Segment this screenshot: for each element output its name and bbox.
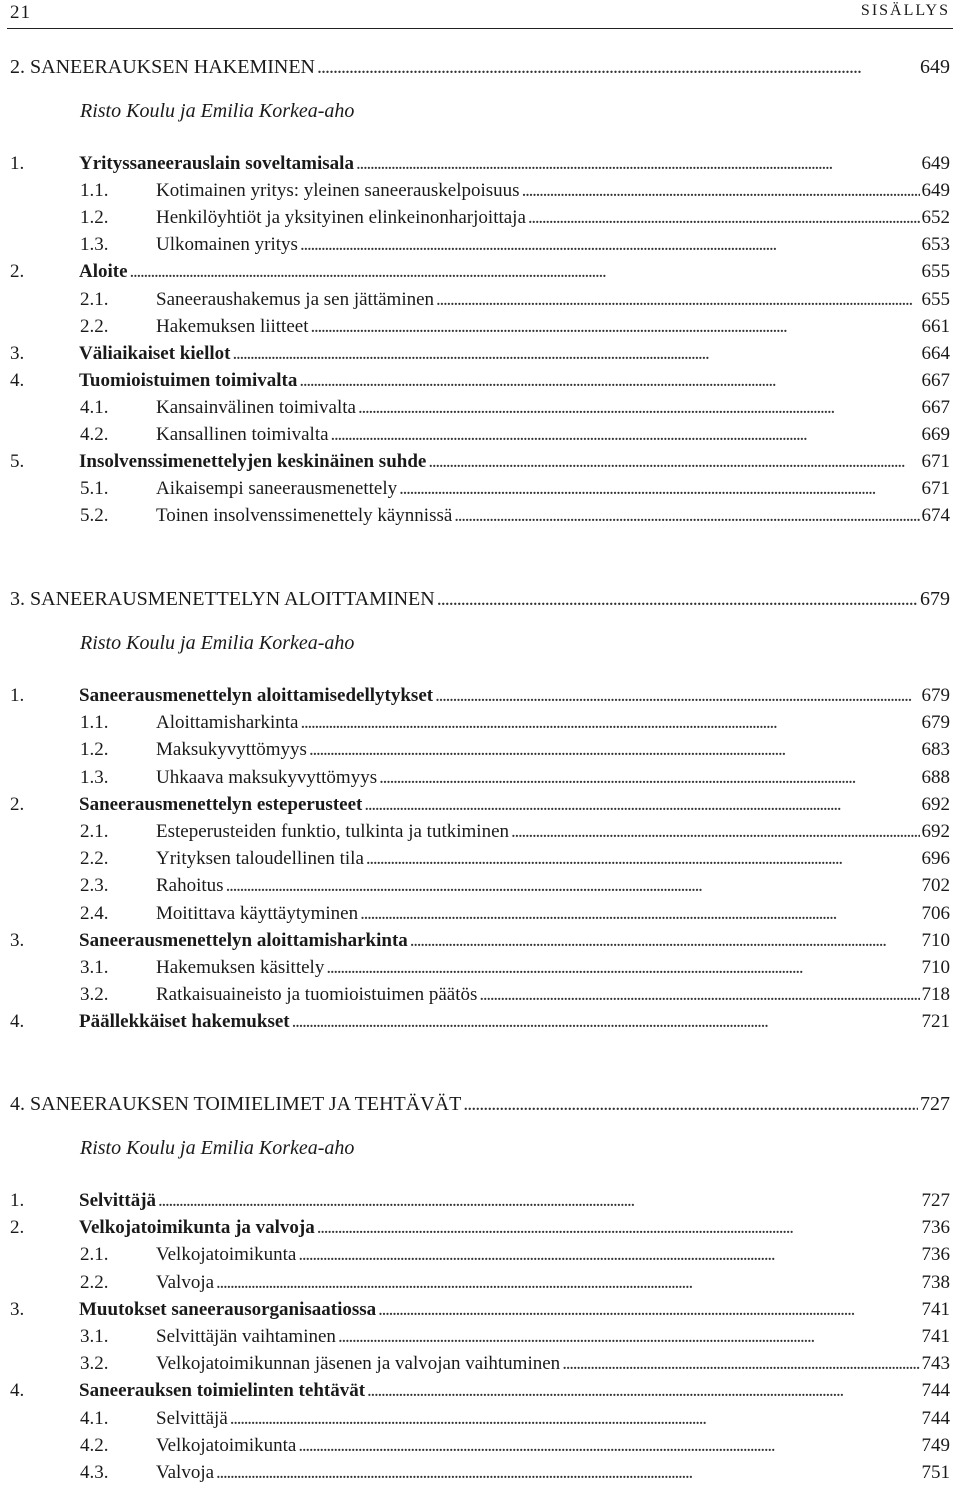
page-ref: 649: [921, 180, 950, 201]
page-ref: 741: [921, 1299, 950, 1320]
entry-title: Henkilöyhtiöt ja yksityinen elinkeinonharjoittaja: [156, 207, 526, 228]
page-ref: 652: [921, 207, 950, 228]
entry-number: 2.: [10, 1217, 25, 1238]
page-ref: 751: [921, 1462, 950, 1483]
chapter-heading[interactable]: [10, 54, 950, 80]
entry-title: Kotimainen yritys: yleinen saneerauskelpoisuus: [156, 180, 520, 201]
entry-title: Väliaikaiset kiellot: [79, 343, 231, 364]
entry-title: Yrityksen taloudellinen tila: [156, 848, 364, 869]
page-ref: 706: [921, 903, 950, 924]
page-ref: 744: [921, 1380, 950, 1401]
dot-leader: [338, 1324, 920, 1350]
entry-number: 1.2.: [80, 207, 109, 228]
section-entry[interactable]: [10, 151, 950, 177]
entry-title: Päällekkäiset hakemukset: [79, 1011, 290, 1032]
entry-number: 4.: [10, 1011, 25, 1032]
page-ref: 671: [921, 451, 950, 472]
dot-leader: [367, 1378, 919, 1404]
page-ref: 655: [921, 289, 950, 310]
entry-title: Moitittava käyttäytyminen: [156, 903, 359, 924]
dot-leader: [216, 1270, 919, 1296]
subsection-entry[interactable]: [80, 476, 950, 502]
entry-title: Muutokset saneerausorganisaatiossa: [79, 1299, 377, 1320]
section-entry[interactable]: [10, 449, 950, 475]
entry-number: 1.3.: [80, 767, 109, 788]
entry-number: 4.2.: [80, 424, 109, 445]
entry-title: Ulkomainen yritys: [156, 234, 298, 255]
page-ref: 744: [921, 1408, 950, 1429]
entry-title: Rahoitus: [156, 875, 224, 896]
page-number: 21: [10, 2, 31, 23]
entry-title: Maksukyvyttömyys: [156, 739, 307, 760]
entry-number: 4.1.: [80, 1408, 109, 1429]
dot-leader: [454, 503, 919, 529]
subsection-entry[interactable]: [80, 314, 950, 340]
dot-leader: [299, 368, 919, 394]
subsection-entry[interactable]: [80, 205, 950, 231]
page-ref: 727: [921, 1190, 950, 1211]
entry-number: 4.: [10, 370, 25, 391]
entry-number: 2.1.: [80, 1244, 109, 1265]
entry-title: Saneerausmenettelyn esteperusteet: [79, 794, 363, 815]
page-ref: 649: [921, 153, 950, 174]
page-ref: 679: [920, 588, 950, 610]
entry-number: 1.3.: [80, 234, 109, 255]
dot-leader: [317, 54, 918, 80]
page-ref: 653: [921, 234, 950, 255]
subsection-entry[interactable]: [80, 503, 950, 529]
entry-number: 4.1.: [80, 397, 109, 418]
entry-title: 3. SANEERAUSMENETTELYN ALOITTAMINEN: [10, 588, 435, 610]
page-ref: 749: [921, 1435, 950, 1456]
entry-number: 5.2.: [80, 505, 109, 526]
subsection-entry[interactable]: [80, 1242, 950, 1268]
chapter-heading[interactable]: [10, 1091, 950, 1117]
subsection-entry[interactable]: [80, 982, 950, 1008]
page-ref: 743: [921, 1353, 950, 1374]
entry-number: 2.: [10, 261, 25, 282]
page-ref: 683: [921, 739, 950, 760]
dot-leader: [366, 846, 920, 872]
entry-title: Ratkaisuaineisto ja tuomioistuimen päätös: [156, 984, 478, 1005]
entry-number: 5.1.: [80, 478, 109, 499]
dot-leader: [300, 710, 919, 736]
subsection-entry[interactable]: [80, 287, 950, 313]
entry-title: Toinen insolvenssimenettely käynnissä: [156, 505, 453, 526]
page-ref: 679: [921, 685, 950, 706]
dot-leader: [378, 1297, 919, 1323]
entry-number: 4.3.: [80, 1462, 109, 1483]
entry-number: 2.2.: [80, 316, 109, 337]
page-ref: 710: [921, 957, 950, 978]
entry-title: Saneerauksen toimielinten tehtävät: [79, 1380, 366, 1401]
entry-number: 1.2.: [80, 739, 109, 760]
dot-leader: [364, 792, 919, 818]
entry-title: 4. SANEERAUKSEN TOIMIELIMET JA TEHTÄVÄT: [10, 1093, 462, 1115]
page-ref: 671: [921, 478, 950, 499]
entry-number: 1.: [10, 1190, 25, 1211]
entry-title: Aikaisempi saneerausmenettely: [156, 478, 398, 499]
entry-title: Aloittamisharkinta: [156, 712, 299, 733]
dot-leader: [562, 1351, 919, 1377]
dot-leader: [437, 586, 918, 612]
entry-title: Velkojatoimikunta: [156, 1244, 297, 1265]
section-entry[interactable]: [10, 259, 950, 285]
page-ref: 736: [921, 1217, 950, 1238]
entry-number: 5.: [10, 451, 25, 472]
entry-number: 2.3.: [80, 875, 109, 896]
dot-leader: [360, 901, 919, 927]
dot-leader: [216, 1460, 919, 1486]
section-entry[interactable]: [10, 1009, 950, 1035]
entry-title: Selvittäjän vaihtaminen: [156, 1326, 336, 1347]
dot-leader: [298, 1242, 919, 1268]
subsection-entry[interactable]: [80, 873, 950, 899]
chapter-authors: Risto Koulu ja Emilia Korkea-aho: [80, 1137, 355, 1159]
dot-leader: [317, 1215, 920, 1241]
section-entry[interactable]: [10, 1378, 950, 1404]
dot-leader: [292, 1009, 920, 1035]
dot-leader: [511, 819, 919, 845]
entry-number: 3.: [10, 1299, 25, 1320]
dot-leader: [356, 151, 920, 177]
page-ref: 688: [921, 767, 950, 788]
entry-title: Hakemuksen käsittely: [156, 957, 325, 978]
entry-number: 2.2.: [80, 848, 109, 869]
section-entry[interactable]: [10, 683, 950, 709]
entry-number: 2.1.: [80, 289, 109, 310]
dot-leader: [130, 259, 920, 285]
entry-title: Kansainvälinen toimivalta: [156, 397, 356, 418]
dot-leader: [226, 873, 920, 899]
entry-number: 4.: [10, 1380, 25, 1401]
dot-leader: [463, 1091, 918, 1117]
page-ref: 721: [921, 1011, 950, 1032]
page-ref: 692: [921, 794, 950, 815]
section-entry[interactable]: [10, 1188, 950, 1214]
entry-title: 2. SANEERAUKSEN HAKEMINEN: [10, 56, 315, 78]
dot-leader: [232, 341, 919, 367]
subsection-entry[interactable]: [80, 819, 950, 845]
dot-leader: [331, 422, 920, 448]
subsection-entry[interactable]: [80, 1270, 950, 1296]
entry-title: Saneerausmenettelyn aloittamisedellytykset: [79, 685, 434, 706]
subsection-entry[interactable]: [80, 178, 950, 204]
page-ref: 696: [921, 848, 950, 869]
dot-leader: [436, 287, 919, 313]
subsection-entry[interactable]: [80, 846, 950, 872]
dot-leader: [309, 737, 920, 763]
entry-title: Tuomioistuimen toimivalta: [79, 370, 298, 391]
entry-title: Yrityssaneerauslain soveltamisala: [79, 153, 354, 174]
page-ref: 679: [921, 712, 950, 733]
entry-number: 4.2.: [80, 1435, 109, 1456]
dot-leader: [310, 314, 919, 340]
page-ref: 738: [921, 1272, 950, 1293]
subsection-entry[interactable]: [80, 737, 950, 763]
entry-title: Velkojatoimikunta ja valvoja: [79, 1217, 315, 1238]
subsection-entry[interactable]: [80, 1460, 950, 1486]
entry-title: Velkojatoimikunnan jäsenen ja valvojan vaihtuminen: [156, 1353, 561, 1374]
dot-leader: [300, 232, 920, 258]
header-rule: [7, 28, 953, 29]
page-ref: 736: [921, 1244, 950, 1265]
subsection-entry[interactable]: [80, 955, 950, 981]
chapter-authors: Risto Koulu ja Emilia Korkea-aho: [80, 632, 355, 654]
dot-leader: [298, 1433, 919, 1459]
entry-title: Hakemuksen liitteet: [156, 316, 309, 337]
dot-leader: [158, 1188, 919, 1214]
section-entry[interactable]: [10, 1215, 950, 1241]
subsection-entry[interactable]: [80, 901, 950, 927]
page-ref: 667: [921, 370, 950, 391]
dot-leader: [358, 395, 920, 421]
subsection-entry[interactable]: [80, 1351, 950, 1377]
entry-title: Saneeraushakemus ja sen jättäminen: [156, 289, 435, 310]
entry-number: 2.4.: [80, 903, 109, 924]
dot-leader: [528, 205, 920, 231]
page-ref: 649: [920, 56, 950, 78]
page-ref: 727: [920, 1093, 950, 1115]
entry-number: 2.: [10, 794, 25, 815]
subsection-entry[interactable]: [80, 1406, 950, 1432]
entry-number: 1.1.: [80, 712, 109, 733]
entry-title: Esteperusteiden funktio, tulkinta ja tutkiminen: [156, 821, 510, 842]
entry-title: Kansallinen toimivalta: [156, 424, 329, 445]
chapter-heading[interactable]: [10, 586, 950, 612]
section-entry[interactable]: [10, 792, 950, 818]
entry-number: 1.: [10, 153, 25, 174]
running-title: SISÄLLYS: [860, 2, 950, 19]
section-entry[interactable]: [10, 1297, 950, 1323]
entry-title: Selvittäjä: [79, 1190, 157, 1211]
page-ref: 664: [921, 343, 950, 364]
entry-title: Velkojatoimikunta: [156, 1435, 297, 1456]
running-head: [0, 0, 960, 28]
entry-title: Insolvenssimenettelyjen keskinäinen suhde: [79, 451, 427, 472]
entry-number: 1.1.: [80, 180, 109, 201]
subsection-entry[interactable]: [80, 395, 950, 421]
entry-title: Selvittäjä: [156, 1408, 228, 1429]
dot-leader: [410, 928, 920, 954]
page-ref: 669: [921, 424, 950, 445]
entry-title: Aloite: [79, 261, 128, 282]
entry-title: Saneerausmenettelyn aloittamisharkinta: [79, 930, 408, 951]
subsection-entry[interactable]: [80, 1324, 950, 1350]
page-ref: 741: [921, 1326, 950, 1347]
entry-title: Valvoja: [156, 1272, 215, 1293]
subsection-entry[interactable]: [80, 765, 950, 791]
dot-leader: [435, 683, 919, 709]
dot-leader: [379, 765, 919, 791]
page-ref: 718: [921, 984, 950, 1005]
page-ref: 692: [921, 821, 950, 842]
subsection-entry[interactable]: [80, 710, 950, 736]
entry-title: Valvoja: [156, 1462, 215, 1483]
subsection-entry[interactable]: [80, 422, 950, 448]
entry-number: 3.: [10, 343, 25, 364]
subsection-entry[interactable]: [80, 232, 950, 258]
dot-leader: [326, 955, 919, 981]
section-entry[interactable]: [10, 928, 950, 954]
dot-leader: [399, 476, 919, 502]
entry-number: 3.: [10, 930, 25, 951]
entry-number: 2.2.: [80, 1272, 109, 1293]
page-ref: 655: [921, 261, 950, 282]
section-entry[interactable]: [10, 341, 950, 367]
entry-title: Uhkaava maksukyvyttömyys: [156, 767, 378, 788]
entry-number: 3.1.: [80, 1326, 109, 1347]
dot-leader: [522, 178, 920, 204]
dot-leader: [479, 982, 919, 1008]
entry-number: 1.: [10, 685, 25, 706]
entry-number: 3.2.: [80, 1353, 109, 1374]
page-ref: 702: [921, 875, 950, 896]
subsection-entry[interactable]: [80, 1433, 950, 1459]
chapter-authors: Risto Koulu ja Emilia Korkea-aho: [80, 100, 355, 122]
section-entry[interactable]: [10, 368, 950, 394]
page-ref: 710: [921, 930, 950, 951]
page-ref: 661: [921, 316, 950, 337]
page-ref: 674: [921, 505, 950, 526]
entry-number: 3.2.: [80, 984, 109, 1005]
entry-number: 2.1.: [80, 821, 109, 842]
entry-number: 3.1.: [80, 957, 109, 978]
page-ref: 667: [921, 397, 950, 418]
dot-leader: [428, 449, 919, 475]
dot-leader: [230, 1406, 920, 1432]
